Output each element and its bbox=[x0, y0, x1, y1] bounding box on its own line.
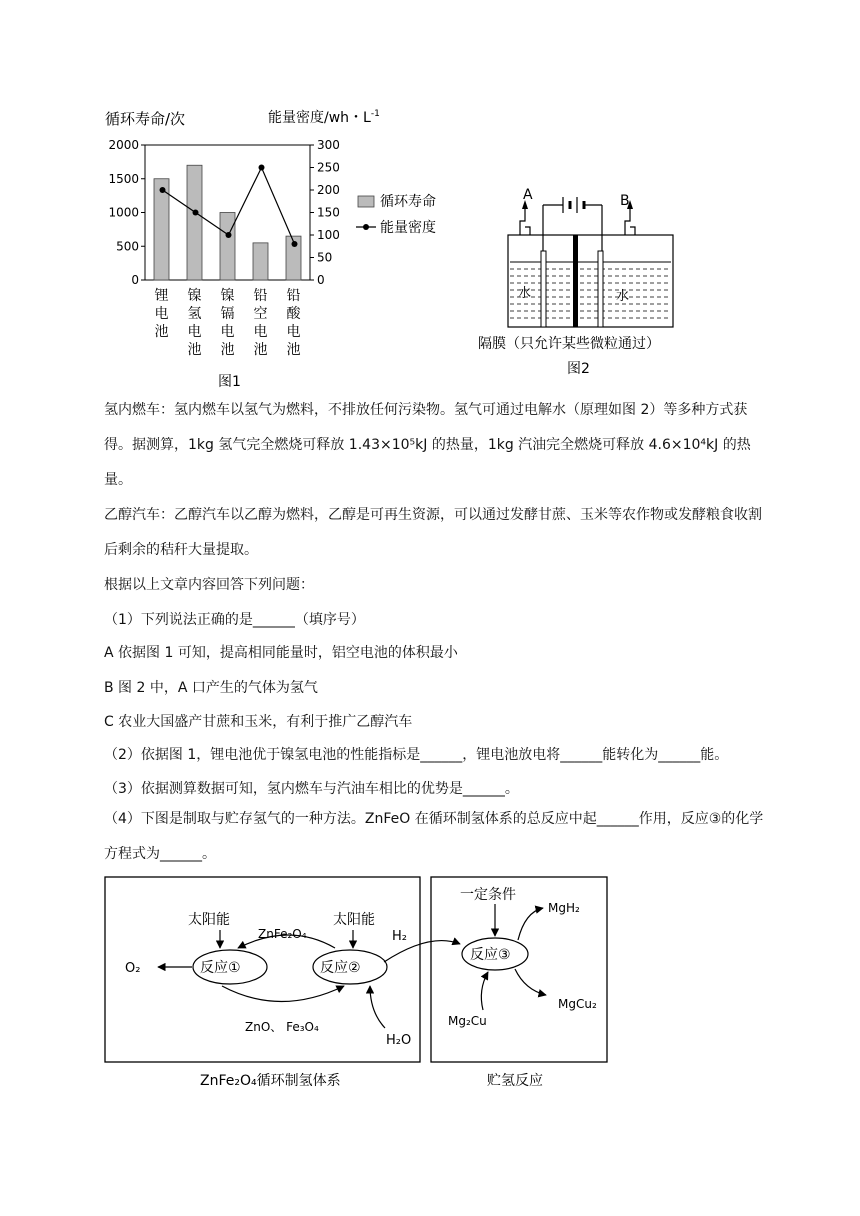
o2-label: O₂ bbox=[125, 961, 141, 976]
caption-left: ZnFe₂O₄循环制氢体系 bbox=[200, 1073, 341, 1089]
right-tick-label: 0 bbox=[317, 273, 325, 287]
mgh2-label: MgH₂ bbox=[548, 901, 580, 915]
reaction-2: 反应② bbox=[320, 960, 361, 976]
left-tick-label: 2000 bbox=[108, 138, 139, 152]
energy-density-point bbox=[292, 241, 298, 247]
mgcu2-label: MgCu₂ bbox=[558, 997, 597, 1011]
category-label-char: 镉 bbox=[220, 306, 235, 322]
paragraph-hydrogen-car: 氢内燃车：氢内燃车以氢气为燃料，不排放任何污染物。氢气可通过电解水（原理如图 2）等多种方式获得。据测算，1kg 氢气完全燃烧可释放 1.43×10⁵kJ 的热量，1kg 汽油完全燃烧可释放 4.6×10⁴kJ 的热量。 bbox=[104, 402, 751, 488]
solar-label-1: 太阳能 bbox=[188, 912, 230, 928]
right-tick-label: 300 bbox=[317, 138, 340, 152]
label-b: B bbox=[620, 193, 630, 209]
category-label-char: 电 bbox=[187, 324, 202, 340]
category-label-char: 电 bbox=[220, 324, 235, 340]
legend-bar-label: 循环寿命 bbox=[380, 194, 436, 210]
option-a: A 依据图 1 可知，提高相同能量时，铝空电池的体积最小 bbox=[104, 645, 458, 661]
category-label-char: 铅 bbox=[286, 288, 301, 304]
bar-cycle-life bbox=[187, 165, 202, 280]
right-tick-label: 150 bbox=[317, 205, 340, 220]
left-axis-title: 循环寿命/次 bbox=[105, 110, 186, 128]
category-label-char: 电 bbox=[286, 324, 301, 340]
category-label-char: 电 bbox=[253, 324, 268, 340]
left-tick-label: 500 bbox=[116, 239, 139, 254]
figure-1-caption: 图1 bbox=[218, 374, 241, 390]
category-label-char: 镍 bbox=[220, 288, 235, 304]
category-label-char: 铅 bbox=[253, 288, 268, 304]
reaction-1: 反应① bbox=[200, 960, 241, 976]
category-label-char: 池 bbox=[187, 342, 202, 358]
category-label-char: 池 bbox=[220, 342, 235, 358]
membrane-note: 隔膜（只允许某些微粒通过） bbox=[478, 336, 660, 352]
h2o-label: H₂O bbox=[386, 1033, 412, 1048]
water-left-label: 水 bbox=[518, 286, 532, 301]
figure-1-chart bbox=[100, 100, 460, 395]
legend-line-label: 能量密度 bbox=[380, 220, 436, 236]
question-4: （4）下图是制取与贮存氢气的一种方法。ZnFeO 在循环制氢体系的总反应中起______作用，反应③的化学方程式为______。 bbox=[104, 811, 764, 862]
right-tick-label: 200 bbox=[317, 183, 340, 197]
category-label-char: 酸 bbox=[286, 306, 301, 322]
category-label-char: 池 bbox=[154, 324, 169, 340]
figure-3-hydrogen-cycle bbox=[100, 872, 620, 1094]
top-compound: ZnFe₂O₄ bbox=[258, 927, 307, 941]
right-tick-label: 250 bbox=[317, 160, 340, 175]
left-tick-label: 1500 bbox=[108, 171, 139, 186]
category-label-char: 锂 bbox=[154, 288, 169, 304]
energy-density-point bbox=[193, 210, 199, 216]
legend-line-marker bbox=[363, 224, 369, 230]
caption-right: 贮氢反应 bbox=[487, 1073, 543, 1089]
right-axis-title: 能量密度/wh・$L^{-1}$ bbox=[268, 109, 380, 126]
label-a: A bbox=[523, 187, 533, 203]
energy-density-point bbox=[226, 232, 232, 238]
energy-density-point bbox=[259, 165, 265, 171]
category-label-char: 池 bbox=[253, 342, 268, 358]
intro-line: 根据以上文章内容回答下列问题： bbox=[104, 577, 314, 593]
bar-cycle-life bbox=[154, 179, 169, 280]
question-2: （2）依据图 1，锂电池优于镍氢电池的性能指标是______，锂电池放电将______能转化为______能。 bbox=[104, 747, 729, 763]
condition-label: 一定条件 bbox=[460, 887, 516, 903]
right-tick-label: 100 bbox=[317, 228, 340, 242]
mg2cu-label: Mg₂Cu bbox=[448, 1014, 487, 1028]
category-label-char: 氢 bbox=[187, 306, 202, 322]
bottom-compound: ZnO、 Fe₃O₄ bbox=[245, 1020, 319, 1034]
bar-cycle-life bbox=[220, 213, 235, 281]
water-right-label: 水 bbox=[616, 289, 630, 304]
figure-2-electrolysis bbox=[470, 185, 700, 380]
solar-label-2: 太阳能 bbox=[333, 912, 375, 928]
category-label-char: 电 bbox=[154, 306, 169, 322]
category-label-char: 镍 bbox=[187, 288, 202, 304]
left-tick-label: 1000 bbox=[108, 205, 139, 220]
option-b: B 图 2 中，A 口产生的气体为氢气 bbox=[104, 680, 318, 696]
category-label-char: 池 bbox=[286, 342, 301, 358]
left-tick-label: 0 bbox=[131, 273, 139, 287]
legend-bar-swatch bbox=[358, 196, 374, 207]
h2-label: H₂ bbox=[392, 929, 407, 944]
category-label-char: 空 bbox=[253, 306, 268, 322]
question-1: （1）下列说法正确的是______（填序号） bbox=[104, 612, 365, 628]
figure-2-caption: 图2 bbox=[567, 361, 590, 377]
right-tick-label: 50 bbox=[317, 250, 333, 265]
paragraph-ethanol-car: 乙醇汽车：乙醇汽车以乙醇为燃料，乙醇是可再生资源，可以通过发酵甘蔗、玉米等农作物或发酵粮食收割后剩余的秸秆大量提取。 bbox=[104, 507, 762, 558]
bar-cycle-life bbox=[253, 243, 268, 280]
question-3: （3）依据测算数据可知，氢内燃车与汽油车相比的优势是______。 bbox=[104, 781, 519, 797]
option-c: C 农业大国盛产甘蔗和玉米，有利于推广乙醇汽车 bbox=[104, 714, 413, 730]
energy-density-point bbox=[160, 187, 166, 193]
reaction-3: 反应③ bbox=[470, 947, 511, 963]
